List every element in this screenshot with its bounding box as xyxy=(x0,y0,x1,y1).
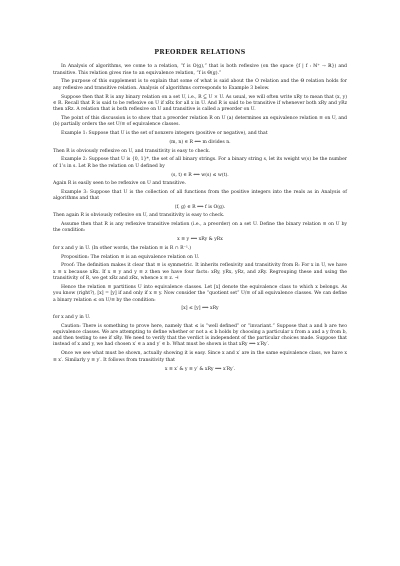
example-1: Example 1: Suppose that U is the set of nonzero integers (positive or negative), and that xyxy=(61,131,268,137)
paragraph-partition: Hence the relation ≡ partitions U into equivalence classes. Let [x] denote the equivalence class to which x belongs. As you know (right?), [x] = [y] if and only if x ≡ y. Now consider the “quotient set” U/≡ of all equivalence classes. We can define a binary relation ≤ on U/≡ by the condition: xyxy=(53,284,347,303)
paragraph-point: The point of this discussion is to show that a preorder relation R on U (a) determines an equivalence relation ≡ on U, and (b) partially orders the set U/≡ of equivalence classes. xyxy=(53,116,347,128)
example-3-conclusion: Then again R is obviously reflexive on U, and transitivity is easy to check. xyxy=(53,213,225,219)
proposition: Proposition: The relation ≡ is an equivalence relation on U. xyxy=(61,254,200,260)
paragraph-purpose: The purpose of this supplement is to explain that some of what is said about the O relation and the Θ relation holds for any reflexive and transitive relation. Analysis of algorithms corresponds to Example 3 below. xyxy=(53,79,347,91)
paragraph-caution: Caution: There is something to prove here, namely that ≤ is “well defined” or “invariant.” Suppose that a and b are two equivalence classes. We are attempting to define whether or not a ≤ b holds by choosing a particular x from a and a y from b, and then testing to see if xRy. We need to verify that the verdict is independent of the particular choices made. Suppose that instead of x and y, we had chosen x′ ∈ a and y′ ∈ b. What must be shown is that xRy ⟺ x′Ry′. xyxy=(53,323,347,348)
example-2: Example 2: Suppose that U is {0, 1}*, the set of all binary strings. For a binary string s, let its weight w(s) be the number of 1’s in s. Let R be the relation on U defined by xyxy=(53,157,347,169)
paragraph-definitions: Suppose then that R is any binary relation on a set U, i.e., R ⊆ U × U. As usual, we will often write xRy to mean that (x, y) ∈ R. Recall that R is said to be reflexive on U if xRx for all x in U. And R is said to be transitive if whenever both xRy and yRz then xRz. A relation that is both reflexive on U and transitive is called a preorder on U. xyxy=(53,94,347,113)
example-2-conclusion: Again R is easily seen to be reflexive on U and transitive. xyxy=(53,180,187,186)
example-1-conclusion: Then R is obviously reflexive on U, and transitivity is easy to check. xyxy=(53,148,211,154)
page-title: PREORDER RELATIONS xyxy=(154,49,246,56)
example-3: Example 3: Suppose that U is the collection of all functions from the positive integers into the reals as in Analysis of algorithms and that xyxy=(53,189,347,202)
formula-divides: (m, n) ∈ R ⟺ m divides n. xyxy=(169,140,231,146)
paragraph-for-x-y: for x and y in U. xyxy=(53,314,91,320)
formula-equivalence: x ≡ y ⟺ xRy & yRx xyxy=(177,237,223,243)
formula-transitivity: x ≡ x′ & y ≡ y′ & xRy ⟹ x′Ry′. xyxy=(164,366,236,372)
paragraph-once: Once we see what must be shown, actually showing it is easy. Since x and x′ are in the same equivalence class, we have x ≡ x′. Similarly y ≡ y′. It follows from transitivity that xyxy=(53,351,347,363)
paragraph-assume: Assume then that R is any reflexive transitive relation (i.e., a preorder) on a set U. Define the binary relation ≡ on U by the condition: xyxy=(53,222,347,234)
paragraph-intro: In Analysis of algorithms, we come to a relation, “f is O(g),” that is both reflexive (on the space {f | f : ℕ⁺ → ℝ}) and transitive. This relation gives rise to an equivalence relation, “f is Θ(g).” xyxy=(53,64,347,76)
proof: Proof: The definition makes it clear that ≡ is symmetric. It inherits reflexivity and transitivity from R: For x in U, we have x ≡ x because xRx. If x ≡ y and y ≡ z then we have four facts: xRy, yRx, yRz, and zRy. Regrouping these and using the transitivity of R, we get xRz and zRx, whence x ≡ z. ⊣ xyxy=(53,263,347,282)
formula-weight: (s, t) ∈ R ⟺ w(s) ≤ w(t). xyxy=(171,172,229,178)
formula-big-o: ⟨f, g⟩ ∈ R ⟺ f is O(g). xyxy=(174,204,226,210)
paragraph-in-other-words: for x and y in U. (In other words, the relation ≡ is R ∩ R⁻¹.) xyxy=(53,245,192,251)
formula-order: [x] ≤ [y] ⟺ xRy xyxy=(181,306,219,312)
